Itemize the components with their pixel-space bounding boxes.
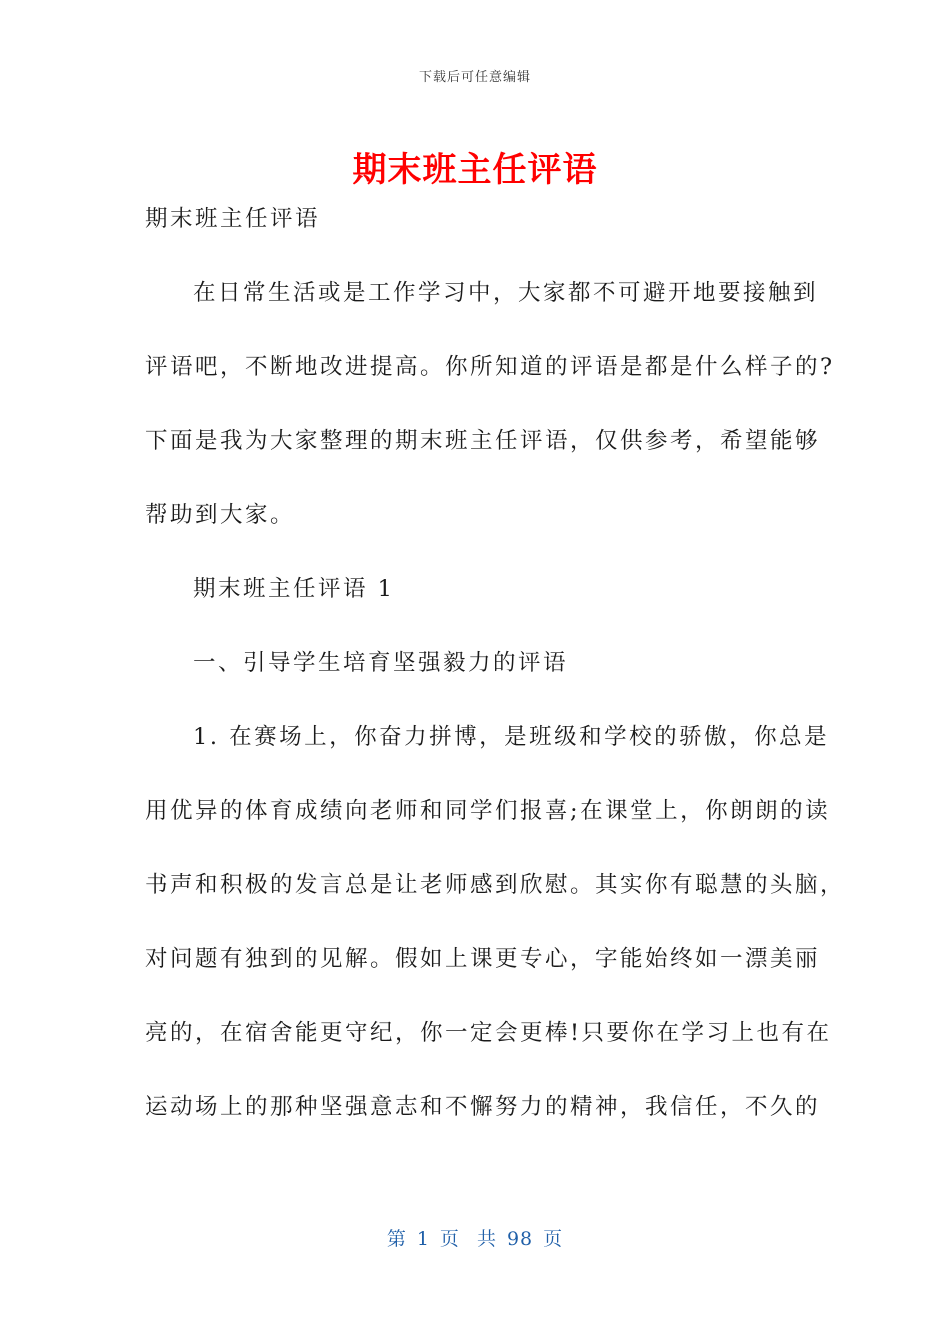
paragraph-line: 下面是我为大家整理的期末班主任评语，仅供参考，希望能够 [145,428,821,454]
subsection-heading: 一、引导学生培育坚强毅力的评语 [193,650,569,676]
document-body [145,195,846,1157]
paragraph-line: 对问题有独到的见解。假如上课更专心，字能始终如一漂美丽 [145,946,821,972]
paragraph-line: 运动场上的那种坚强意志和不懈努力的精神，我信任，不久的 [145,1094,821,1120]
paragraph-line: 帮助到大家。 [145,502,296,528]
footer-of-label: 页 共 [439,1228,497,1250]
total-pages-number: 98 [506,1228,534,1250]
paragraph-line: 1. 在赛场上，你奋力拼博，是班级和学校的骄傲，你总是 [193,724,830,750]
section-heading: 期末班主任评语 1 [193,576,395,602]
header-note: 下载后可任意编辑 [418,70,531,85]
footer-end-label: 页 [543,1228,564,1250]
paragraph-line: 亮的，在宿舍能更守纪，你一定会更棒!只要你在学习上也有在 [145,1020,832,1046]
subtitle-line: 期末班主任评语 [145,206,321,232]
paragraph-line: 在日常生活或是工作学习中，大家都不可避开地要接触到 [193,280,819,306]
current-page-number: 1 [416,1228,430,1250]
footer-page-label: 第 [386,1228,407,1250]
document-title: 期末班主任评语 [352,150,598,190]
paragraph-line: 用优异的体育成绩向老师和同学们报喜;在课堂上，你朗朗的读 [145,798,831,824]
paragraph-line: 评语吧，不断地改进提高。你所知道的评语是都是什么样子的? [145,354,835,380]
page-footer [0,1224,950,1251]
paragraph-line: 书声和积极的发言总是让老师感到欣慰。其实你有聪慧的头脑， [145,872,846,898]
